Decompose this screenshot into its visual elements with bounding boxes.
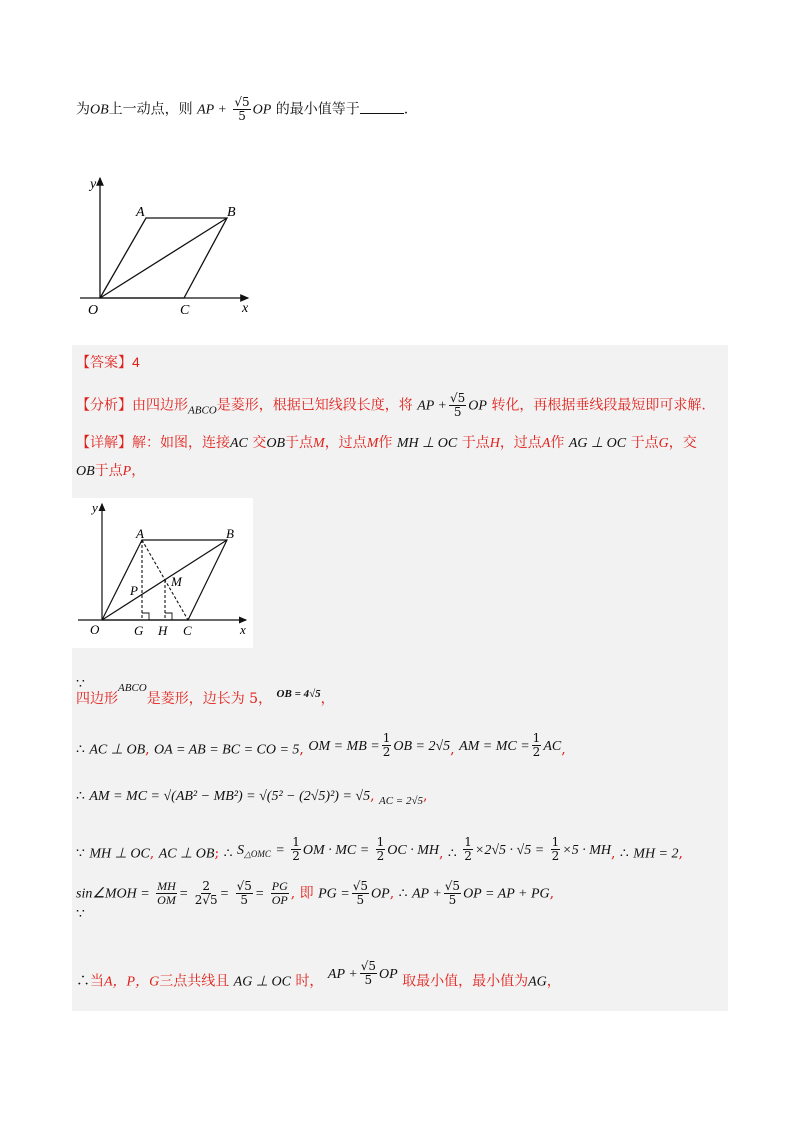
label-y: y: [90, 177, 97, 192]
svg-text:O: O: [90, 622, 100, 637]
svg-text:A: A: [136, 526, 144, 541]
figure-rhombus-2: [70, 498, 260, 648]
step-4: ∵ MH ⊥ OC, AC ⊥ OB; ∴ S△OMC = $\frac{1}{2}$ OM · MC = $\frac{1}{2}$ OC · MH, ∴ $\frac{1}{2}$ ×2√5 · √5 = $\frac{1}{2}$ ×5 · MH, ∴ MH = 2,: [76, 835, 683, 864]
answer-blank: [360, 99, 404, 114]
diagonal-ob: [100, 218, 227, 298]
question-line: 为OB上一动点，则 AP + $\frac{√5}{5}$ OP 的最小值等于 .: [76, 95, 409, 124]
step-1: ∵: [76, 676, 85, 692]
svg-text:y: y: [92, 500, 98, 515]
svg-text:H: H: [158, 623, 168, 638]
label-a: A: [136, 205, 145, 220]
detail-line-2: OB于点P，: [76, 463, 146, 479]
svg-text:x: x: [240, 622, 246, 637]
question-ob: OB: [90, 102, 109, 118]
step-6: ∴当A，P，G三点共线且 AG ⊥ OC 时， AP + $\frac{√5}{5}$ OP 取最小值，最小值为AG，: [76, 959, 561, 990]
question-mid: 上一动点，则: [108, 101, 193, 118]
label-b: B: [227, 205, 236, 220]
svg-text:P: P: [130, 583, 138, 598]
analysis-line: 【分析】由四边形$_{ABCO}$是菱形，根据已知线段长度，将 AP + $\frac{√5}{5}$ OP 转化，再根据垂线段最短即可求解.: [76, 391, 706, 420]
answer-line: 【答案】4: [76, 354, 140, 371]
label-o: O: [88, 303, 99, 318]
question-ap: AP +: [197, 102, 227, 118]
svg-text:C: C: [183, 623, 192, 638]
question-op: OP: [252, 102, 272, 118]
question-fraction: $\frac{√5}{5}$: [234, 95, 250, 124]
step-2: ∴ AC ⊥ OB, OA = AB = BC = CO = 5, OM = MB = $\frac{1}{2}$ OB = 2√5, AM = MC = $\frac{1}{2}$ AC,: [76, 731, 566, 760]
figure-rhombus-1: [70, 170, 260, 320]
question-prefix: 为: [76, 101, 90, 118]
question-suffix: 的最小值等于: [275, 101, 360, 118]
step-5-because: ∵: [76, 906, 85, 922]
svg-text:M: M: [171, 574, 182, 589]
label-x: x: [242, 301, 249, 316]
label-c: C: [180, 303, 190, 318]
svg-text:G: G: [134, 623, 144, 638]
svg-text:B: B: [226, 526, 234, 541]
step-3: ∴ AM = MC = √(AB² − MB²) = √(5² − (2√5)²) = √5, $_{AC = 2√5}$,: [76, 788, 428, 807]
detail-line-1: 【详解】解：如图，连接AC 交OB于点M，过点M作 MH ⊥ OC 于点H，过点A作 AG ⊥ OC 于点G，交: [76, 435, 697, 451]
step-5: sin∠MOH = $\frac{MH}{OM}$ = $\frac{2}{2√5}$ = $\frac{√5}{5}$ = $\frac{PG}{OP}$ , 即 PG = $\frac{√5}{5}$ OP, ∴ AP + $\frac{√5}{5}$ OP = AP + PG,: [76, 879, 555, 908]
step-1-text: 四边形$^{ABCO}$是菱形，边长为 5， $^{OB = 4√5}$，: [76, 682, 335, 707]
